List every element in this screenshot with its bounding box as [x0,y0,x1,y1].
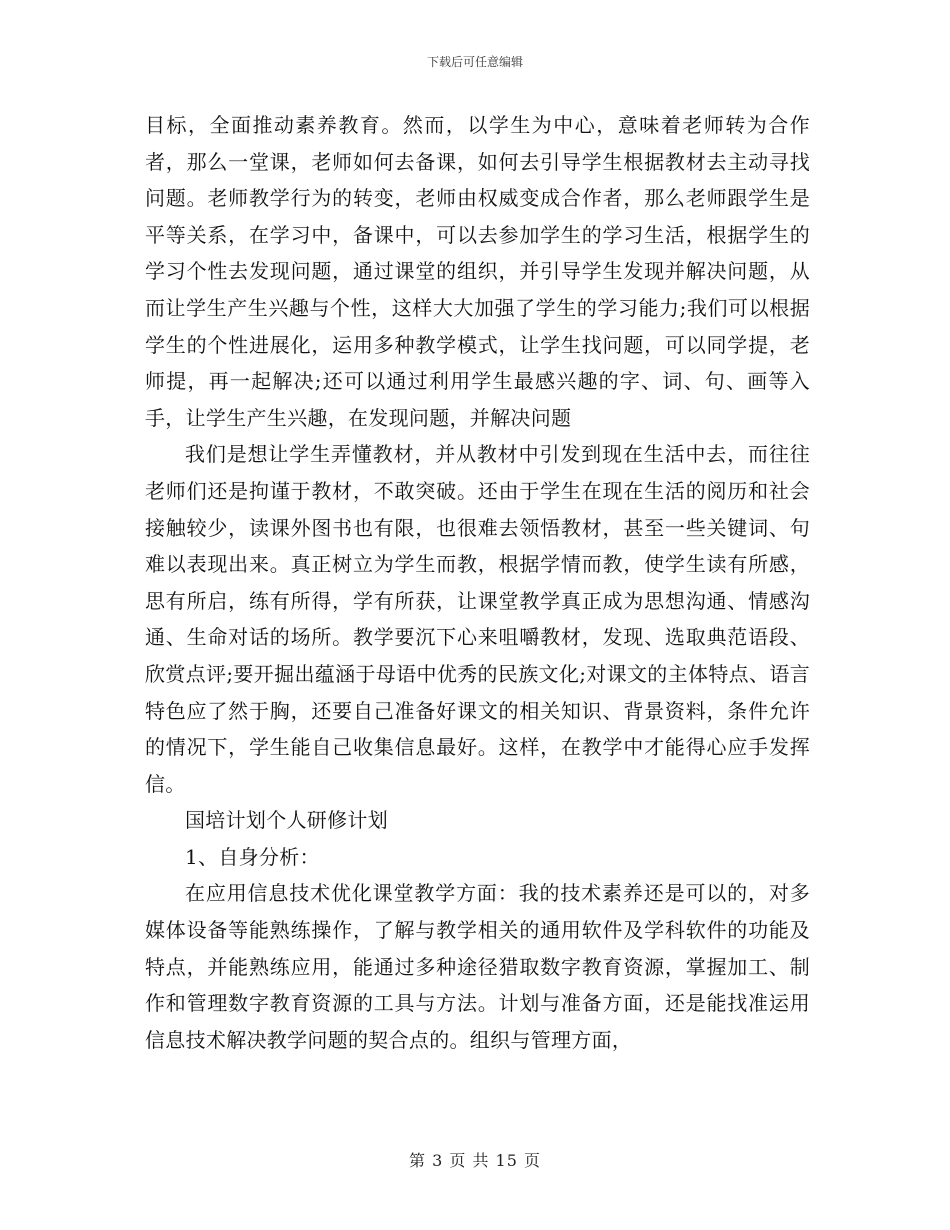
header-note: 下载后可任意编辑 [426,55,523,69]
subsection-heading: 1、自身分析： [185,844,320,869]
page-number: 第 3 页 共 15 页 [409,1151,541,1170]
paragraph-continuation: 目标，全面推动素养教育。然而，以学生为中心，意味着老师转为合作者，那么一堂课，老师如何去备课，如何去引导学生根据教材去主动寻找问题。老师教学行为的转变，老师由权威变成合作者，那么老师跟学生是平等关系，在学习中，备课中，可以去参加学生的学习生活，根据学生的学习个性去发现问题，通过课堂的组织，并引导学生发现并解决问题，从而让学生产生兴趣与个性，这样大大加强了学生的学习能力;我们可以根据学生的个性进展化，运用多种教学模式，让学生找问题，可以同学提，老师提，再一起解决;还可以通过利用学生最感兴趣的字、词、句、画等入手，让学生产生兴趣，在发现问题，并解决问题 [145,113,810,430]
section-heading: 国培计划个人研修计划 [185,808,388,833]
document-body [145,107,810,1058]
paragraph-self-analysis: 在应用信息技术优化课堂教学方面：我的技术素养还是可以的，对多媒体设备等能熟练操作，了解与教学相关的通用软件及学科软件的功能及特点，并能熟练应用，能通过多种途径猎取数字教育资源，掌握加工、制作和管理数字教育资源的工具与方法。计划与准备方面，还是能找准运用信息技术解决教学问题的契合点的。组织与管理方面， [145,881,810,1052]
paragraph-teaching-materials: 我们是想让学生弄懂教材，并从教材中引发到现在生活中去，而往往老师们还是拘谨于教材，不敢突破。还由于学生在现在生活的阅历和社会接触较少，读课外图书也有限，也很难去领悟教材，甚至一些关键词、句难以表现出来。真正树立为学生而教，根据学情而教，使学生读有所感，思有所启，练有所得，学有所获，让课堂教学真正成为思想沟通、情感沟通、生命对话的场所。教学要沉下心来咀嚼教材，发现、选取典范语段、欣赏点评;要开掘出蕴涵于母语中优秀的民族文化;对课文的主体特点、语言特色应了然于胸，还要自己准备好课文的相关知识、背景资料，条件允许的情况下，学生能自己收集信息最好。这样，在教学中才能得心应手发挥信。 [145,442,810,796]
